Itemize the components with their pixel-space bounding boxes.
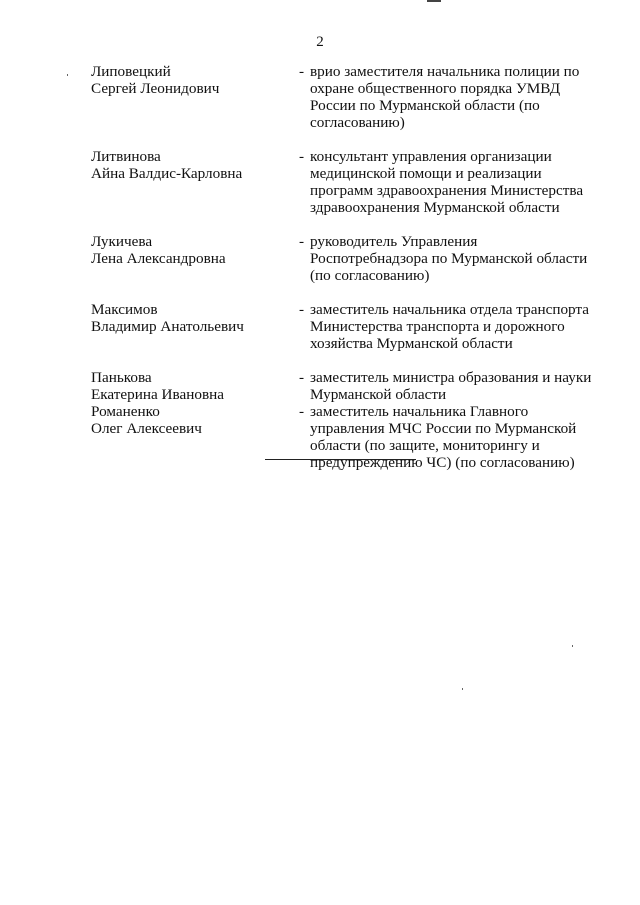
role-text (310, 233, 587, 284)
member-entry (91, 403, 611, 471)
members-list (91, 63, 611, 471)
member-name (91, 301, 299, 352)
page-number: 2 (316, 34, 324, 50)
member-role (299, 233, 611, 284)
member-name (91, 369, 299, 403)
role-line: хозяйства Мурманской области (310, 335, 513, 352)
member-surname: Липовецкий (91, 63, 171, 80)
member-name (91, 63, 299, 131)
role-line: предупреждению ЧС) (по согласованию) (310, 454, 575, 471)
member-name (91, 148, 299, 216)
member-given-names: Сергей Леонидович (91, 80, 220, 97)
role-dash: - (299, 301, 305, 318)
role-line: Министерства транспорта и дорожного (310, 318, 565, 335)
member-surname: Максимов (91, 301, 158, 318)
role-line: заместитель министра образования и науки (310, 369, 592, 386)
member-given-names: Владимир Анатольевич (91, 318, 244, 335)
member-role (299, 63, 611, 131)
scan-speck (462, 688, 463, 690)
role-line: Мурманской области (310, 386, 447, 403)
member-surname: Романенко (91, 403, 160, 420)
member-given-names: Айна Валдис-Карловна (91, 165, 243, 182)
role-dash: - (299, 63, 305, 80)
role-line: медицинской помощи и реализации (310, 165, 542, 182)
role-line: программ здравоохранения Министерства (310, 182, 584, 199)
member-entry (91, 301, 611, 352)
member-entry (91, 63, 611, 131)
member-role (299, 369, 611, 403)
role-line: управления МЧС России по Мурманской (310, 420, 577, 437)
role-line: области (по защите, мониторингу и (310, 437, 540, 454)
member-surname: Литвинова (91, 148, 161, 165)
role-line: консультант управления организации (310, 148, 552, 165)
role-line: согласованию) (310, 114, 405, 131)
role-dash: - (299, 148, 305, 165)
role-text (310, 369, 591, 403)
scan-speck (572, 645, 573, 647)
role-text (310, 403, 576, 471)
role-dash: - (299, 233, 305, 250)
role-line: заместитель начальника Главного (310, 403, 529, 420)
member-given-names: Лена Александровна (91, 250, 226, 267)
role-line: здравоохранения Мурманской области (310, 199, 560, 216)
role-line: руководитель Управления (310, 233, 478, 250)
member-surname: Лукичева (91, 233, 153, 250)
member-entry (91, 233, 611, 284)
member-surname: Панькова (91, 369, 152, 386)
member-role (299, 301, 611, 352)
role-text (310, 301, 589, 352)
member-role (299, 403, 611, 471)
scan-speck (67, 74, 68, 76)
member-entry (91, 369, 611, 403)
role-line: России по Мурманской области (по (310, 97, 540, 114)
role-line: (по согласованию) (310, 267, 430, 284)
member-entry (91, 148, 611, 216)
role-text (310, 148, 583, 216)
role-line: охране общественного порядка УМВД (310, 80, 561, 97)
scan-mark (427, 0, 441, 2)
member-role (299, 148, 611, 216)
member-name (91, 403, 299, 471)
role-dash: - (299, 369, 305, 386)
member-given-names: Олег Алексеевич (91, 420, 202, 437)
role-text (310, 63, 579, 131)
member-name (91, 233, 299, 284)
end-rule (265, 459, 416, 460)
member-given-names: Екатерина Ивановна (91, 386, 224, 403)
role-line: заместитель начальника отдела транспорта (310, 301, 589, 318)
role-line: врио заместителя начальника полиции по (310, 63, 580, 80)
role-line: Роспотребнадзора по Мурманской области (310, 250, 588, 267)
role-dash: - (299, 403, 305, 420)
